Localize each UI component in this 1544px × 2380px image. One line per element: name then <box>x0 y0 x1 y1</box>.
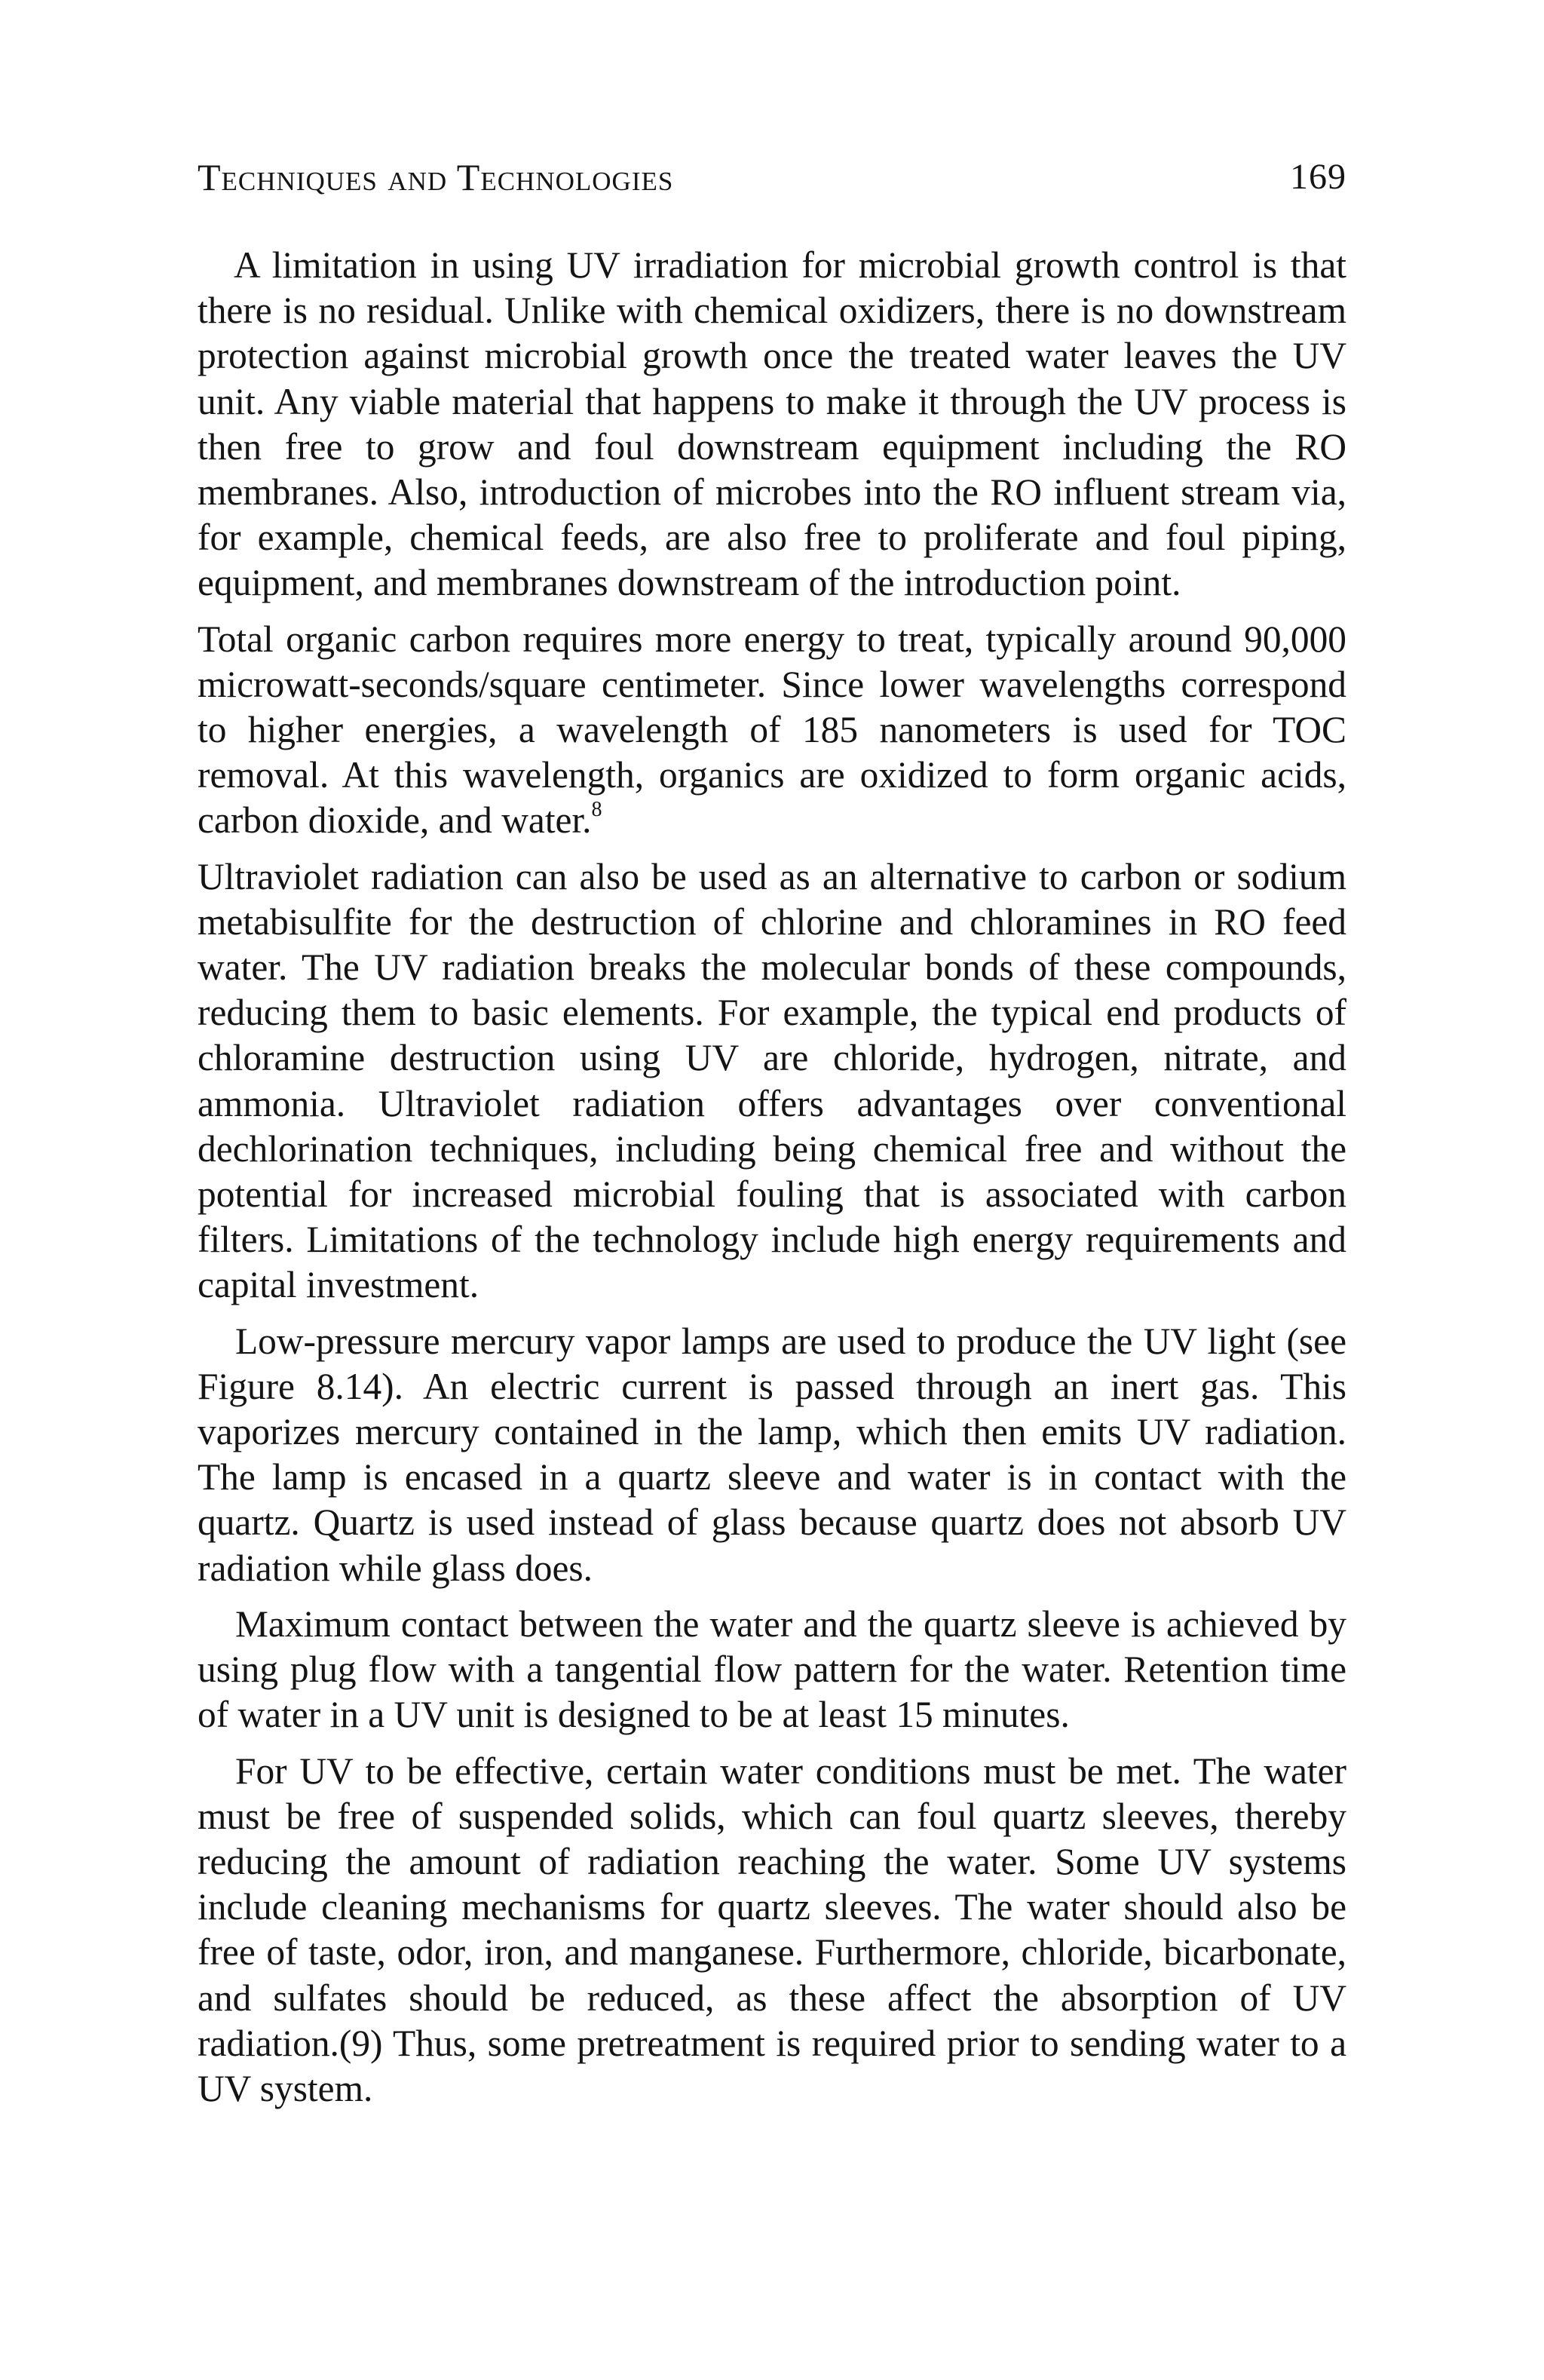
paragraph-text: Ultraviolet radiation can also be used as an alternative to carbon or sodium metabisulfite for the destruction of chlorine and chloramines in RO feed water. The UV radiation breaks the molecular bonds of these compounds, reducing them to basic elements. For example, the typical end products of chloramine destruction using UV are chloride, hydrogen, nitrate, and ammonia. Ultraviolet radiation offers advantages over conventional dechlorination techniques, including being chemical free and without the potential for increased microbial fouling that is associated with carbon filters. Limitations of the technology include high energy requirements and capital investment. <box>198 855 1346 1306</box>
paragraph-toc-removal <box>198 617 1346 844</box>
paragraph-mercury-lamps <box>198 1319 1346 1591</box>
paragraph-text: A limitation in using UV irradiation for microbial growth control is that there is no residual. Unlike with chemical oxidizers, there is no downstream protection against microbial growth once the treated water leaves the UV unit. Any viable material that happens to make it through the UV process is then free to grow and foul downstream equipment including the RO membranes. Also, introduction of microbes into the RO influent stream via, for example, chemical feeds, are also free to proliferate and foul piping, equipment, and membranes downstream of the introduction point. <box>198 244 1346 604</box>
paragraph-dechlorination <box>198 854 1346 1308</box>
book-page <box>198 151 1346 2122</box>
paragraph-quartz-contact <box>198 1602 1346 1738</box>
paragraph-text: Low-pressure mercury vapor lamps are used to produce the UV light (see Figure 8.14). An electric current is passed through an inert gas. This vaporizes mercury contained in the lamp, which then emits UV radiation. The lamp is encased in a quartz sleeve and water is in contact with the quartz. Quartz is used instead of glass because quartz does not absorb UV radiation while glass does. <box>198 1320 1346 1589</box>
body-text <box>198 243 1346 2112</box>
paragraph-text: Total organic carbon requires more energy to treat, typically around 90,000 microwatt-seconds/square centimeter. Since lower wavelengths correspond to higher energies, a wavelength of 185 nanometers is used for TOC removal. At this wavelength, organics are oxidized to form organic acids, carbon dioxide, and water. <box>198 618 1346 842</box>
footnote-reference: 8 <box>591 798 602 822</box>
running-header <box>198 151 1346 204</box>
paragraph-uv-limitation <box>198 243 1346 606</box>
running-title: Techniques and Technologies <box>198 156 674 198</box>
page-number: 169 <box>1290 157 1346 197</box>
paragraph-water-conditions <box>198 1749 1346 2112</box>
paragraph-text: Maximum contact between the water and the quartz sleeve is achieved by using plug flow with a tangential flow pattern for the water. Retention time of water in a UV unit is designed to be at least 15 minutes. <box>198 1603 1346 1736</box>
paragraph-text: For UV to be effective, certain water conditions must be met. The water must be free of suspended solids, which can foul quartz sleeves, thereby reducing the amount of radiation reaching the water. Some UV systems include cleaning mechanisms for quartz sleeves. The water should also be free of taste, odor, iron, and manganese. Furthermore, chloride, bicarbonate, and sulfates should be reduced, as these affect the absorption of UV radiation.(9) Thus, some pretreatment is required prior to sending water to a UV system. <box>198 1750 1346 2109</box>
